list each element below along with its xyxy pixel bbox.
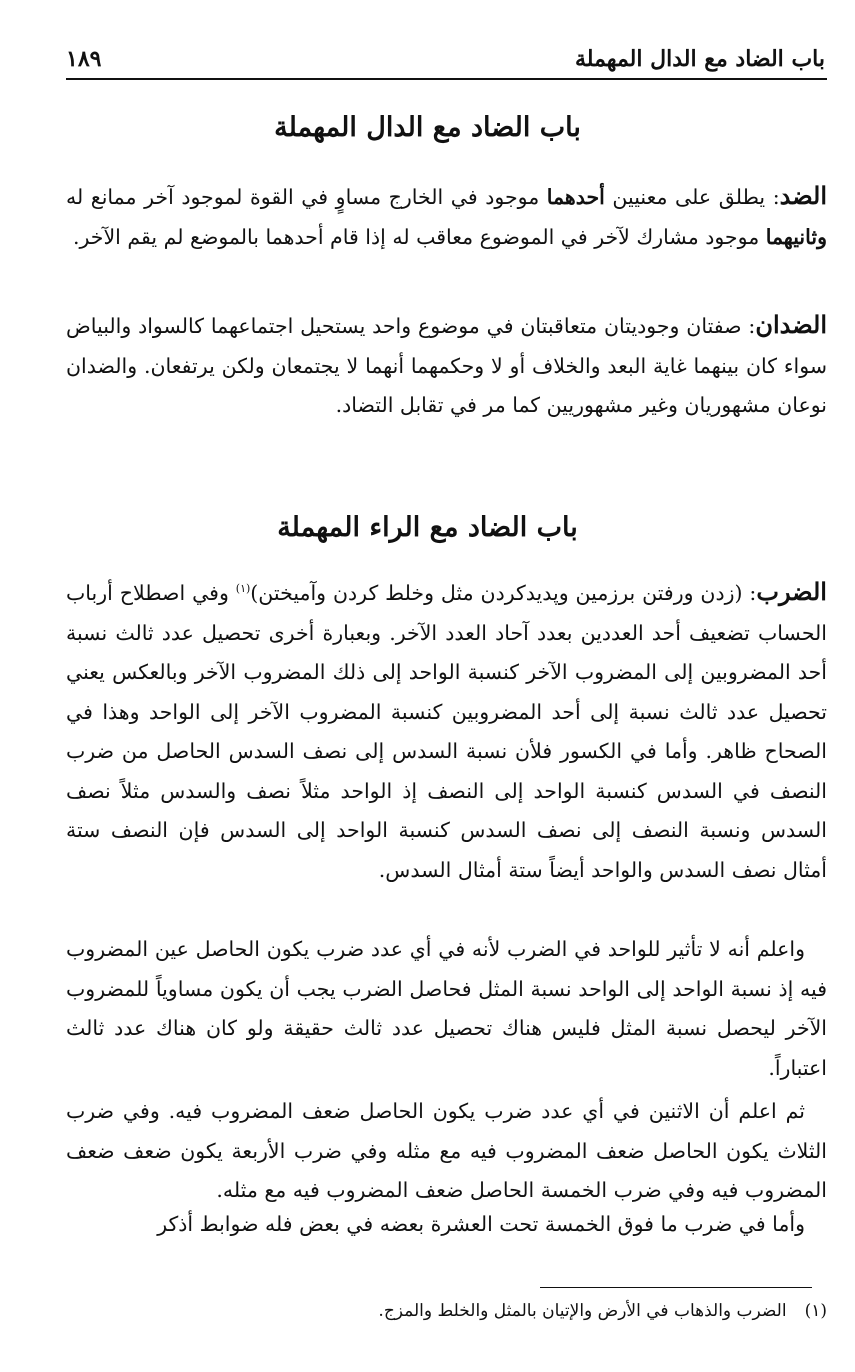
entry-text: وفي اصطلاح أرباب الحساب تضعيف أحد العددين بعدد آحاد العدد الآخر. وبعبارة أخرى تحصيل عدد ثالث نسبة أحد المضروبين إلى المضروب الآخر كنسبة الواحد إلى ذلك المضروب الآخر وبالعكس يعني تحصيل عدد ثالث نسبة إلى أحد المضروبين كنسبة المضروب الآخر إلى الواحد وهذا في الصحاح ظاهر. وأما في الكسور فلأن نسبة السدس إلى نصف السدس الحاصل من ضرب النصف في السدس كنسبة الواحد إلى النصف إذ الواحد مثلاً نصف والسدس مثلاً نصف السدس ونسبة النصف إلى نصف السدس كنسبة الواحد إلى السدس فإن النصف ستة أمثال نصف السدس والواحد أيضاً ستة أمثال السدس. bbox=[66, 581, 827, 882]
entry-term: الضرب bbox=[756, 577, 827, 606]
paragraph-text: ثم اعلم أن الاثنين في أي عدد ضرب يكون الحاصل ضعف المضروب فيه. وفي ضرب الثلاث يكون الحاصل ضعف المضروب فيه مع مثله وفي ضرب الأربعة يكون ضعف ضعف المضروب فيه وفي ضرب الخمسة الحاصل ضعف المضروب فيه مع مثله. bbox=[66, 1099, 827, 1202]
footnote bbox=[66, 1297, 827, 1325]
entry-text: موجود مشارك لآخر في الموضوع معاقب له إذا قام أحدهما بالموضع لم يقم الآخر. bbox=[72, 224, 766, 249]
entry-al-darb bbox=[66, 572, 827, 890]
footnote-reference: (١) bbox=[235, 582, 251, 596]
entry-text: موجود في الخارج مساوٍ في القوة لموجود آخر ممانع له bbox=[66, 185, 547, 209]
footnote-text: الضرب والذهاب في الأرض والإتيان بالمثل والخلط والمزج. bbox=[378, 1301, 787, 1321]
entry-al-diddan bbox=[66, 305, 827, 426]
running-title: باب الضاد مع الدال المهملة bbox=[575, 46, 825, 72]
entry-text: : يطلق على معنيين bbox=[604, 185, 780, 209]
entry-term: الضد bbox=[779, 181, 827, 210]
paragraph bbox=[66, 1205, 827, 1245]
paragraph bbox=[66, 930, 827, 1088]
entry-al-didd bbox=[66, 176, 827, 257]
entry-emphasis: أحدهما bbox=[546, 185, 605, 209]
footnote-rule bbox=[540, 1287, 812, 1288]
header-rule bbox=[66, 78, 827, 80]
paragraph-text: واعلم أنه لا تأثير للواحد في الضرب لأنه في أي عدد ضرب يكون الحاصل عين المضروب فيه إذ نسبة الواحد إلى الواحد نسبة المثل فحاصل الضرب يجب أن يكون مساوياً للمضروب الآخر ليحصل نسبة المثل فليس هناك تحصيل عدد ثالث حقيقة ولو كان هناك عدد ثالث اعتباراً. bbox=[66, 937, 827, 1080]
section-title-ra: باب الضاد مع الراء المهملة bbox=[277, 512, 578, 543]
running-header bbox=[66, 30, 825, 72]
entry-term: الضدان bbox=[755, 310, 827, 339]
footnote-number: (١) bbox=[804, 1301, 827, 1321]
section-title-dal: باب الضاد مع الدال المهملة bbox=[274, 112, 581, 143]
entry-text: : (زدن ورفتن برزمين وپديدكردن مثل وخلط كردن وآميختن) bbox=[250, 581, 757, 605]
paragraph bbox=[66, 1092, 827, 1211]
entry-text: : صفتان وجوديتان متعاقبتان في موضوع واحد يستحيل اجتماعهما كالسواد والبياض سواء كان بينهما غاية البعد والخلاف أو لا وحكمهما أنهما لا يجتمعان ولكن يرتفعان. والضدان نوعان مشهوريان وغير مشهوريين كما مر في تقابل التضاد. bbox=[66, 314, 827, 417]
page-number: ١٨٩ bbox=[66, 46, 102, 72]
entry-emphasis: وثانيهما bbox=[765, 224, 827, 249]
paragraph-text: وأما في ضرب ما فوق الخمسة تحت العشرة بعضه في بعض فله ضوابط أذكر bbox=[157, 1212, 805, 1236]
